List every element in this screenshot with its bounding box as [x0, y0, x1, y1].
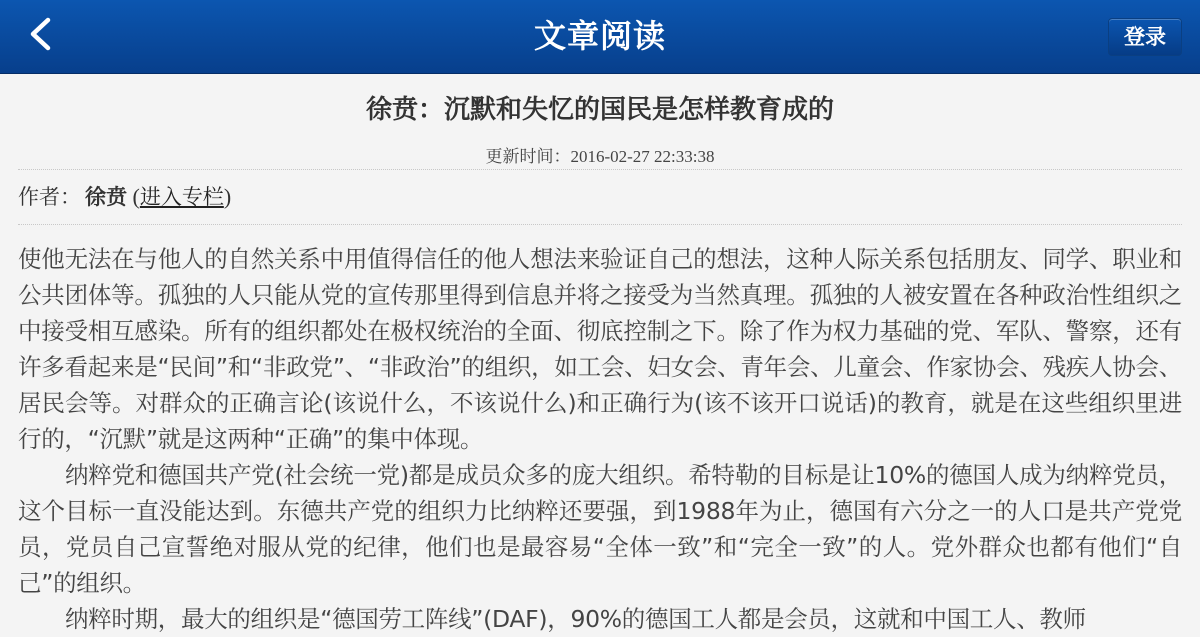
author-line [18, 170, 1182, 224]
update-time [18, 145, 1182, 169]
column-paren-close: ) [223, 184, 232, 209]
page-title: 文章阅读 [533, 17, 666, 55]
article-title: 徐贲：沉默和失忆的国民是怎样教育成的 [365, 95, 834, 125]
column-paren-open: ( [132, 184, 140, 209]
update-time-label: 更新时间： [485, 147, 571, 166]
login-button[interactable]: 登录 [1108, 18, 1182, 56]
article-container [18, 74, 1182, 637]
author-label: 作者： [18, 185, 81, 209]
top-navigation-bar [0, 0, 1200, 74]
article-paragraph: 纳粹党和德国共产党(社会统一党)都是成员众多的庞大组织。希特勒的目标是让10%的德国人成为纳粹党员，这个目标一直没能达到。东德共产党的组织力比纳粹还要强，到1988年为止，德国有六分之一的人口是共产党党员，党员自己宣誓绝对服从党的纪律，他们也是最容易“全体一致”和“完全一致”的人。党外群众也都有他们“自己”的组织。 [18, 461, 1182, 597]
article-paragraph: 使他无法在与他人的自然关系中用值得信任的他人想法来验证自己的想法，这种人际关系包括朋友、同学、职业和公共团体等。孤独的人只能从党的宣传那里得到信息并将之接受为当然真理。孤独的人被安置在各种政治性组织之中接受相互感染。所有的组织都处在极权统治的全面、彻底控制之下。除了作为权力基础的党、军队、警察，还有许多看起来是“民间”和“非政党”、“非政治”的组织，如工会、妇女会、青年会、儿童会、作家协会、残疾人协会、居民会等。对群众的正确言论(该说什么，不该说什么)和正确行为(该不该开口说话)的教育，就是在这些组织里进行的，“沉默”就是这两种“正确”的集中体现。 [18, 245, 1182, 453]
divider [18, 224, 1182, 225]
column-link[interactable]: 进入专栏 [139, 185, 224, 209]
article-paragraph: 纳粹时期，最大的组织是“德国劳工阵线”(DAF)，90%的德国工人都是会员，这就和中国工人、教师 [65, 605, 1086, 633]
article-body [18, 241, 1182, 637]
author-name: 徐贲 [85, 185, 127, 209]
update-time-value: 2016-02-27 22:33:38 [570, 147, 715, 166]
